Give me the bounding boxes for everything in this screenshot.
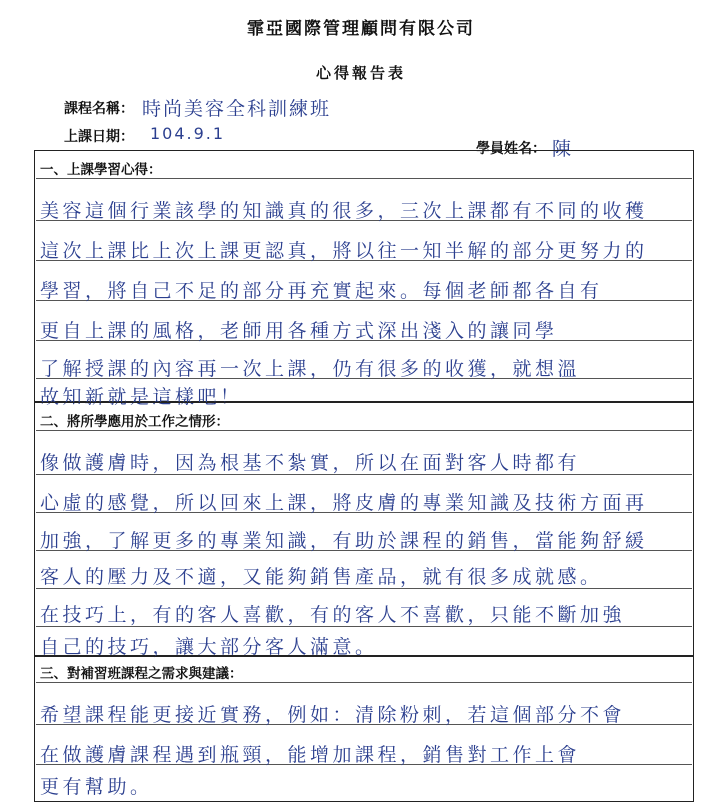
section-1-line: 故知新就是這樣吧！ bbox=[40, 386, 243, 408]
course-value: 時尚美容全科訓練班 bbox=[142, 98, 332, 120]
section-1-line: 了解授課的內容再一次上課，仍有很多的收獲，就想溫 bbox=[40, 358, 581, 380]
section-3-line: 在做護膚課程遇到瓶頸，能增加課程，銷售對工作上會 bbox=[40, 744, 581, 766]
section-2-line: 心虛的感覺，所以回來上課，將皮膚的專業知識及技術方面再 bbox=[40, 492, 648, 514]
date-value: 104.9.1 bbox=[150, 124, 226, 143]
course-label: 課程名稱： bbox=[64, 101, 134, 117]
section-3-line: 希望課程能更接近實務，例如：清除粉刺，若這個部分不會 bbox=[40, 704, 626, 726]
section-2-title: 二、將所學應用於工作之情形： bbox=[40, 414, 229, 430]
section-1-title: 一、上課學習心得： bbox=[40, 162, 162, 178]
student-value: 陳 bbox=[552, 138, 574, 160]
ruled-line bbox=[36, 178, 692, 179]
section-2-line: 在技巧上，有的客人喜歡，有的客人不喜歡，只能不斷加強 bbox=[40, 604, 626, 626]
section-2-line: 加強，了解更多的專業知識，有助於課程的銷售，當能夠舒緩 bbox=[40, 530, 648, 552]
section-3-title: 三、對補習班課程之需求與建議： bbox=[40, 666, 243, 682]
section-1-line: 更自上課的風格，老師用各種方式深出淺入的讓同學 bbox=[40, 320, 558, 342]
section-3-line: 更有幫助。 bbox=[40, 776, 153, 798]
date-label: 上課日期： bbox=[64, 129, 134, 145]
ruled-line bbox=[36, 430, 692, 431]
section-1-line: 美容這個行業該學的知識真的很多，三次上課都有不同的收穫 bbox=[40, 200, 648, 222]
section-2-line: 自己的技巧，讓大部分客人滿意。 bbox=[40, 636, 378, 658]
company-name: 霏亞國際管理顧問有限公司 bbox=[247, 19, 475, 39]
section-1-line: 學習，將自己不足的部分再充實起來。每個老師都各自有 bbox=[40, 280, 603, 302]
ruled-line bbox=[36, 682, 692, 683]
form-title: 心得報告表 bbox=[315, 64, 406, 82]
section-2-line: 客人的壓力及不適，又能夠銷售產品，就有很多成就感。 bbox=[40, 566, 603, 588]
section-2-line: 像做護膚時，因為根基不紮實，所以在面對客人時都有 bbox=[40, 452, 581, 474]
section-1-line: 這次上課比上次上課更認真，將以往一知半解的部分更努力的 bbox=[40, 240, 648, 262]
student-label: 學員姓名： bbox=[476, 141, 546, 157]
